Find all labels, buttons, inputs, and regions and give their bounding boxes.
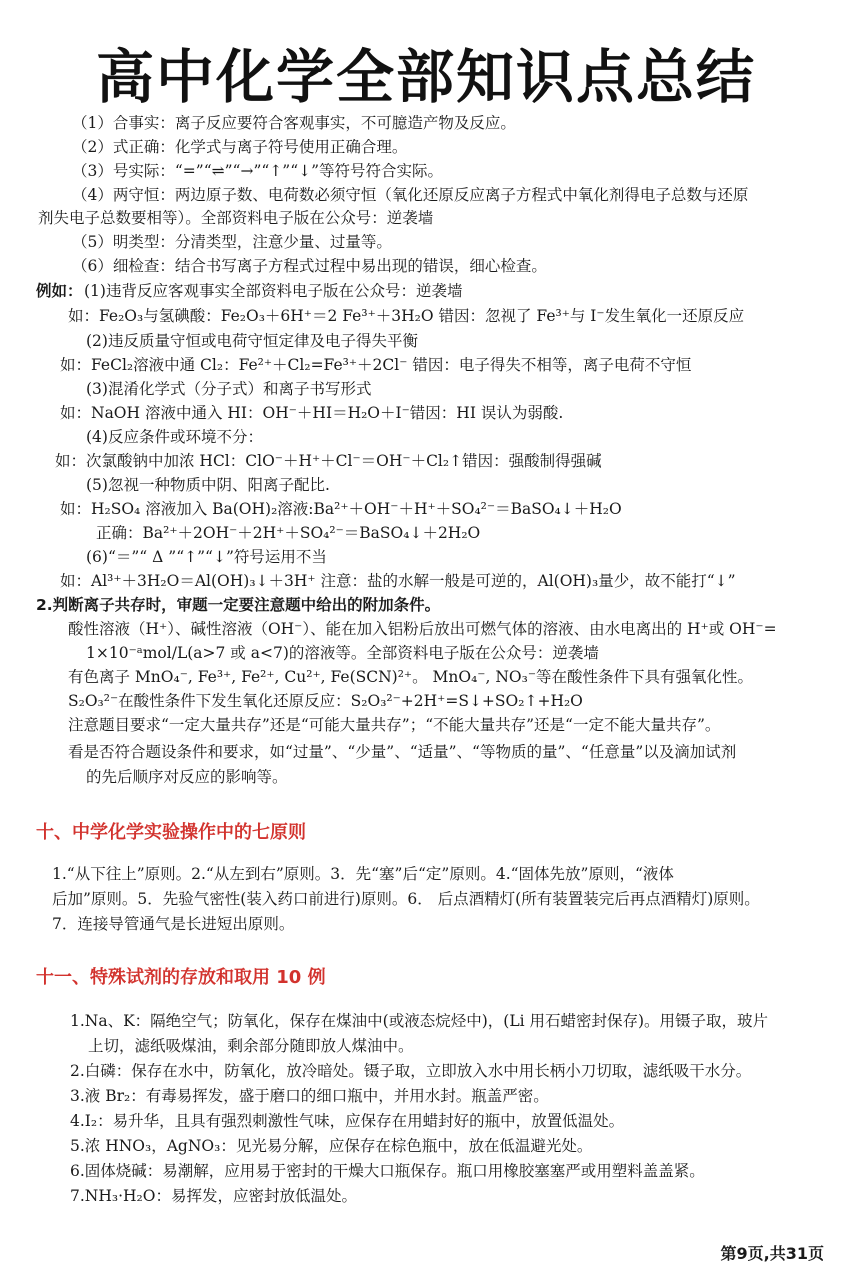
example-line: (6)“＝”“ Δ ”“↑”“↓”符号运用不当 bbox=[86, 548, 327, 566]
section-line: 有色离子 MnO₄⁻, Fe³⁺, Fe²⁺, Cu²⁺, Fe(SCN)²⁺。 MnO₄⁻, NO₃⁻等在酸性条件下具有强氧化性。 bbox=[68, 668, 753, 686]
rule-line: （2）式正确：化学式与离子符号使用正确合理。 bbox=[72, 138, 408, 156]
rule-line: （4）两守恒：两边原子数、电荷数必须守恒（氧化还原反应离子方程式中氧化剂得电子总数与还原 bbox=[72, 186, 749, 204]
section-line: 7．连接导管通气是长进短出原则。 bbox=[52, 915, 295, 933]
section-line: 的先后顺序对反应的影响等。 bbox=[86, 768, 288, 786]
example-line: 正确：Ba²⁺＋2OH⁻＋2H⁺＋SO₄²⁻＝BaSO₄↓＋2H₂O bbox=[96, 524, 481, 542]
section-line: 酸性溶液（H⁺）、碱性溶液（OH⁻）、能在加入铝粉后放出可燃气体的溶液、由水电离出的 H⁺或 OH⁻= bbox=[68, 620, 777, 638]
example-line: (4)反应条件或环境不分： bbox=[86, 428, 263, 446]
section-heading: 2.判断离子共存时，审题一定要注意题中给出的附加条件。 bbox=[36, 596, 441, 614]
page-number: 第9页,共31页 bbox=[720, 1244, 824, 1263]
section-line: 6.固体烧碱：易潮解，应用易于密封的干燥大口瓶保存。瓶口用橡胶塞塞严或用塑料盖盖紧。 bbox=[70, 1162, 705, 1180]
section-heading: 十一、特殊试剂的存放和取用 10 例 bbox=[36, 967, 326, 988]
section-line: 3.液 Br₂：有毒易挥发，盛于磨口的细口瓶中，并用水封。瓶盖严密。 bbox=[70, 1087, 549, 1105]
section-line: 1×10⁻ᵃmol/L(a>7 或 a<7)的溶液等。全部资料电子版在公众号：逆袭墙 bbox=[86, 644, 599, 662]
example-line: (2)违反质量守恒或电荷守恒定律及电子得失平衡 bbox=[86, 332, 418, 350]
section-line: 1.Na、K：隔绝空气；防氧化，保存在煤油中(或液态烷烃中)，(Li 用石蜡密封保存)。用镊子取，玻片 bbox=[70, 1012, 769, 1030]
example-line: 如：H₂SO₄ 溶液加入 Ba(OH)₂溶液:Ba²⁺＋OH⁻＋H⁺＋SO₄²⁻＝BaSO₄↓＋H₂O bbox=[60, 500, 622, 518]
page-title: 高中化学全部知识点总结 bbox=[95, 43, 756, 111]
rule-line: 剂失电子总数要相等）。全部资料电子版在公众号：逆袭墙 bbox=[38, 209, 434, 227]
rule-line: （3）号实际：“=”“⇌”“→”“↑”“↓”等符号符合实际。 bbox=[72, 162, 444, 180]
example-line: 如：次氯酸钠中加浓 HCl：ClO⁻＋H⁺＋Cl⁻＝OH⁻＋Cl₂↑错因：强酸制得强碱 bbox=[55, 452, 602, 470]
example-line: 如：FeCl₂溶液中通 Cl₂：Fe²⁺＋Cl₂=Fe³⁺＋2Cl⁻ 错因：电子得失不相等，离子电荷不守恒 bbox=[60, 356, 692, 374]
example-line: 如：Fe₂O₃与氢碘酸：Fe₂O₃＋6H⁺＝2 Fe³⁺＋3H₂O 错因：忽视了 Fe³⁺与 I⁻发生氧化一还原反应 bbox=[68, 307, 745, 325]
example-line: (1)违背反应客观事实全部资料电子版在公众号：逆袭墙 bbox=[84, 282, 463, 300]
example-line: 如：NaOH 溶液中通入 HI：OH⁻＋HI＝H₂O＋I⁻错因：HI 误认为弱酸. bbox=[60, 404, 564, 422]
section-line: 1.“从下往上”原则。2.“从左到右”原则。3．先“塞”后“定”原则。4.“固体先放”原则，“液体 bbox=[52, 865, 674, 883]
section-line: S₂O₃²⁻在酸性条件下发生氧化还原反应：S₂O₃²⁻+2H⁺=S↓+SO₂↑+H₂O bbox=[68, 692, 583, 710]
section-line: 上切，滤纸吸煤油，剩余部分随即放人煤油中。 bbox=[88, 1037, 414, 1055]
example-label: 例如： bbox=[36, 282, 83, 300]
rule-line: （6）细检查：结合书写离子方程式过程中易出现的错误，细心检查。 bbox=[72, 257, 547, 275]
section-line: 注意题目要求“一定大量共存”还是“可能大量共存”；“不能大量共存”还是“一定不能大量共存”。 bbox=[68, 716, 721, 734]
section-line: 5.浓 HNO₃，AgNO₃：见光易分解，应保存在棕色瓶中，放在低温避光处。 bbox=[70, 1137, 593, 1155]
example-line: (5)忽视一种物质中阴、阳离子配比. bbox=[86, 476, 330, 494]
rule-line: （1）合事实：离子反应要符合客观事实，不可臆造产物及反应。 bbox=[72, 114, 516, 132]
section-line: 4.I₂：易升华，且具有强烈刺激性气味，应保存在用蜡封好的瓶中，放置低温处。 bbox=[70, 1112, 625, 1130]
section-heading: 十、中学化学实验操作中的七原则 bbox=[36, 822, 306, 843]
section-line: 后加”原则。5．先验气密性(装入药口前进行)原则。6． 后点酒精灯(所有装置装完后再点酒精灯)原则。 bbox=[52, 890, 760, 908]
example-line: (3)混淆化学式（分子式）和离子书写形式 bbox=[86, 380, 372, 398]
rule-line: （5）明类型：分清类型，注意少量、过量等。 bbox=[72, 233, 392, 251]
section-line: 看是否符合题设条件和要求，如“过量”、“少量”、“适量”、“等物质的量”、“任意量”以及滴加试剂 bbox=[68, 743, 737, 761]
section-line: 7.NH₃·H₂O：易挥发，应密封放低温处。 bbox=[70, 1187, 357, 1205]
section-line: 2.白磷：保存在水中，防氧化，放冷暗处。镊子取，立即放入水中用长柄小刀切取，滤纸吸干水分。 bbox=[70, 1062, 752, 1080]
example-line: 如：Al³⁺＋3H₂O＝Al(OH)₃↓＋3H⁺ 注意：盐的水解一般是可逆的，Al(OH)₃量少，故不能打“↓” bbox=[60, 572, 736, 590]
